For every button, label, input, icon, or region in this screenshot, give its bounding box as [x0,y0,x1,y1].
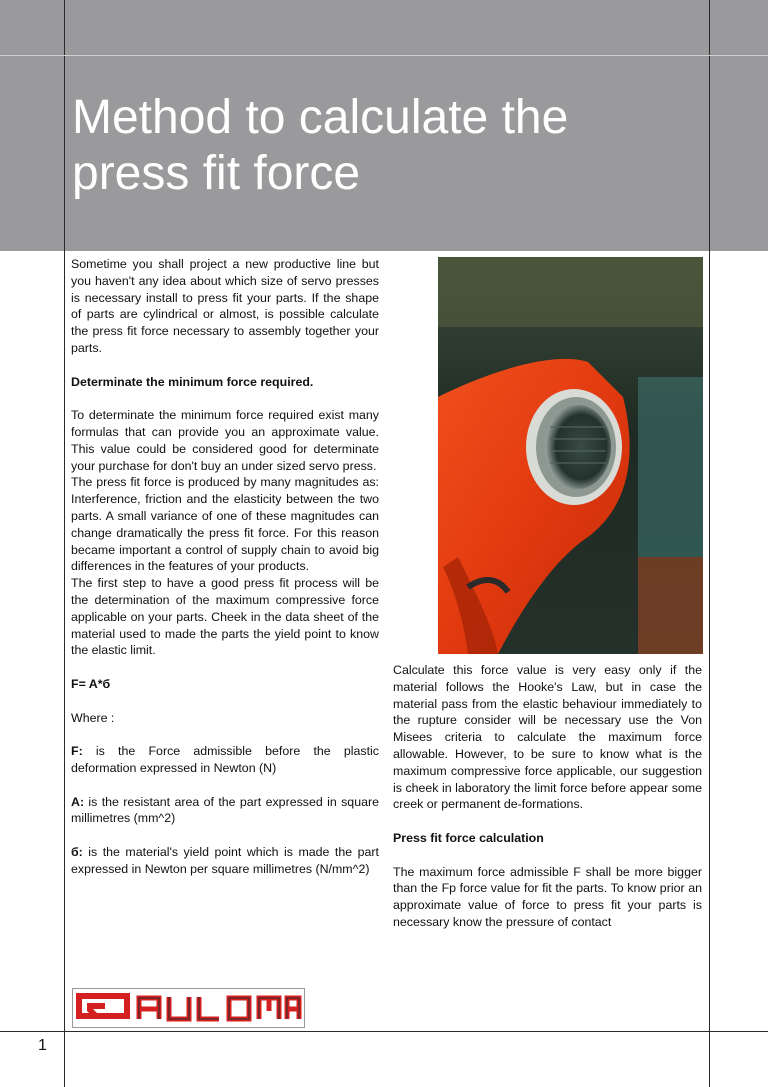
where-label: Where : [71,710,115,725]
title-line-2: press fit force [72,147,361,200]
body-paragraph: The press fit force is produced by many magnitudes as: Interference, friction and the elasticity between the two parts. A small variance of one of these magnitudes can change dramatically the press fit force. For this reason became important a control of supply chain to avoid big differences in the features of your products. [71,475,379,574]
section-heading-press-fit-calculation: Press fit force calculation [393,830,544,845]
left-column [71,256,379,894]
definition-text: is the Force admissible before the plastic deformation expressed in Newton (N) [71,744,379,775]
right-column [393,662,702,931]
body-paragraph: Calculate this force value is very easy only if the material follows the Hooke's Law, but in case the material pass from the elastic behaviour immediately to the rupture consider will be necessary use the Von Misees criteria to calculate the maximum force allowable. However, to be sure to know what is the maximum compressive force applicable, our suggestion is cheek in laboratory the limit force before appear some creek or permanent de-formations. [393,663,702,812]
auloma-logo [72,988,305,1028]
right-frame-line [709,0,710,1087]
left-frame-line [64,0,65,1087]
section-heading-minimum-force: Determinate the minimum force required. [71,374,314,389]
body-paragraph: To determinate the minimum force required exist many formulas that can provide you an approximate value. This value could be considered good for determinate your purchase for don't buy an under sized servo press. [71,408,379,473]
definition-area [71,794,379,828]
definition-term: б: [71,844,83,859]
definition-text: is the resistant area of the part expressed in square millimetres (mm^2) [71,794,379,826]
page-number: 1 [38,1037,47,1054]
definition-yield-point [71,844,379,878]
press-fit-part-photo [438,257,703,654]
definition-term: F: [71,744,83,759]
page-title [72,90,672,202]
title-line-1: Method to calculate the [72,91,569,144]
formula: F= A*б [71,676,111,691]
body-paragraph: The maximum force admissible F shall be more bigger than the Fp force value for fit the parts. To know prior an approximate value of force to press fit your parts is necessary know the pressure of contact [393,864,702,929]
definition-force [71,743,379,777]
photo-illustration [438,257,703,654]
top-frame-line [0,55,768,56]
definition-term: A: [71,794,85,809]
intro-paragraph: Sometime you shall project a new productive line but you haven't any idea about which size of servo presses is necessary install to press fit your parts. If the shape of parts are cylindrical or almost, is possible calculate the press fit force necessary to assembly together your parts. [71,257,379,355]
definition-text: is the material's yield point which is made the part expressed in Newton per square millimetres (N/mm^2) [71,844,379,876]
auloma-logo-mark [73,989,302,1025]
bottom-frame-line [0,1031,768,1032]
body-paragraph: The first step to have a good press fit process will be the determination of the maximum compressive force applicable on your parts. Cheek in the data sheet of the material used to made the parts the yield point to know the elastic limit. [71,576,379,658]
